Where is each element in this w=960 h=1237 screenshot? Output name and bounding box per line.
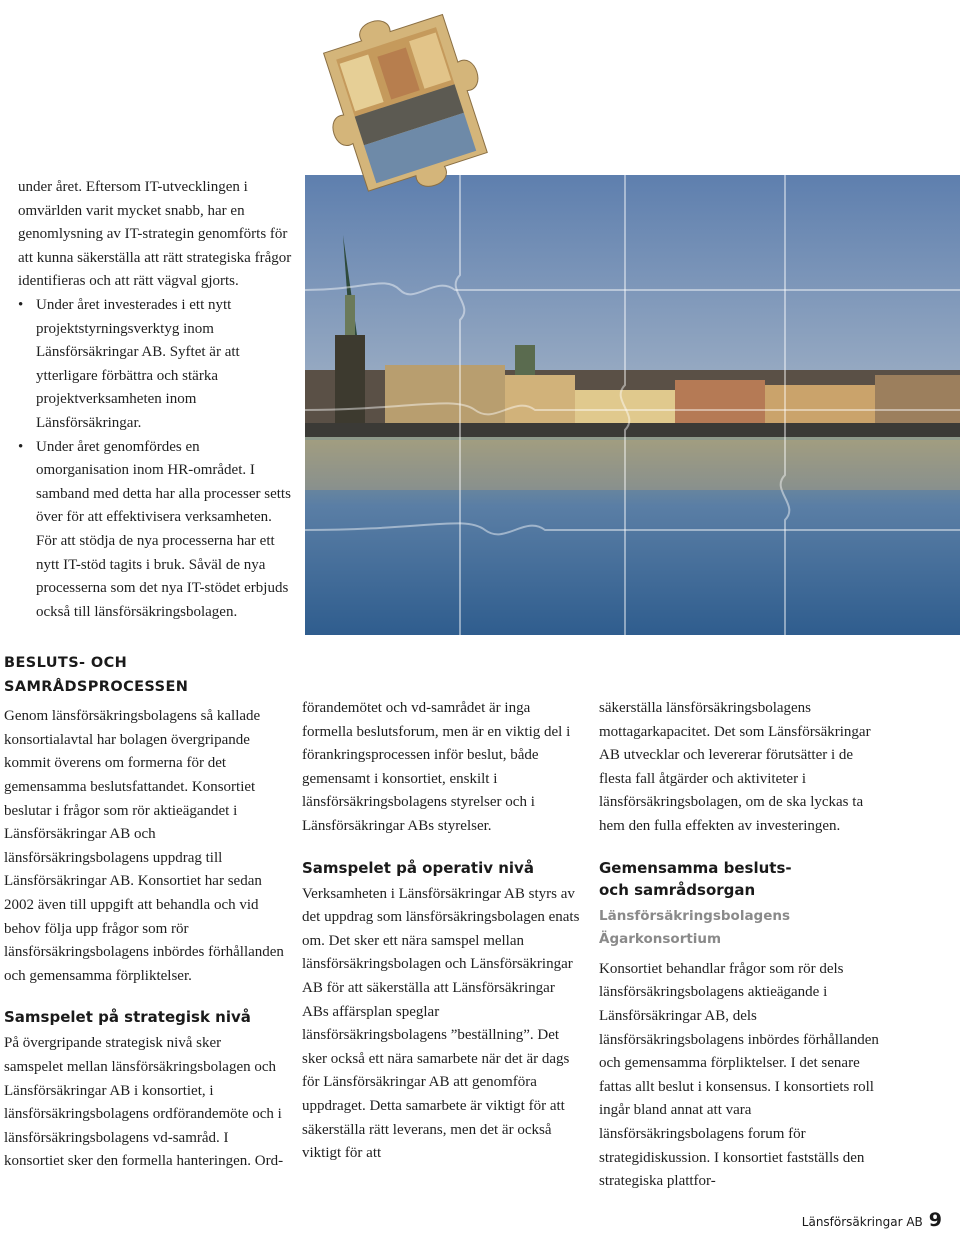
intro-bullet-list (18, 294, 293, 624)
subheading-strategic: Samspelet på strategisk nivå (4, 1008, 251, 1027)
section-heading: BESLUTS- OCH SAMRÅDSPROCESSEN (4, 655, 189, 695)
col2-paragraph-2: Verksamheten i Länsförsäkringar AB styrs av det uppdrag som länsförsäkringsbolagen enats om. Det sker ett nära samspel mellan länsförsäkringsbolagen och Länsförsäkringar AB för att säkerställa att Länsförsäkringar ABs affärsplan speglar länsförsäkringsbolagens ”beställning”. Det sker också ett nära samarbete när det är dags för Länsförsäkringar AB att genomföra uppdraget. Detta samarbete är viktigt för att säkerställa rätt leverans, men det är också viktigt för att (302, 885, 580, 1162)
floating-puzzle-piece (300, 0, 520, 250)
bullet-text: Under året investerades i ett nytt projektstyrningsverktyg inom Länsförsäkringar AB. Syftet är att ytterligare förbättra och stärka projektverksamheten inom Länsförsäkringar. (36, 296, 240, 431)
col3-paragraph-2: Konsortiet behandlar frågor som rör dels länsförsäkringsbolagens aktieägande i Länsförsäkringar AB, dels länsförsäkringsbolagens inbördes förhållanden och gemensamma förpliktelser. I det senare fattas allt beslut i konsensus. I konsortiets roll ingår bland annat att vara länsförsäkringsbolagens forum för strategidiskussion. I konsortiet fastställs den strategiska plattfor- (599, 960, 879, 1190)
subheading-joint-bodies (599, 857, 879, 901)
subheading-line-2: och samrådsorgan (599, 880, 756, 899)
column-3 (599, 697, 879, 1194)
column-1 (4, 650, 284, 1174)
minor-heading-consortium: Länsförsäkringsbolagens Ägarkonsortium (599, 907, 791, 948)
page-footer (802, 1209, 942, 1231)
subheading-operative: Samspelet på operativ nivå (302, 858, 534, 877)
puzzle-piece-illustration (300, 0, 520, 250)
col1-paragraph-1: Genom länsförsäkringsbolagens så kallade konsortialavtal har bolagen övergripande kommit överens om formerna för det gemensamma beslutsfattandet. Konsortiet beslutar i frågor som rör aktieägandet i Länsförsäkringar AB och länsförsäkringsbolagens uppdrag till Länsförsäkringar AB. Konsortiet har sedan 2002 även till uppgift att behandla och vid behov följa upp frågor som rör länsförsäkringsbolagens inbördes förhållanden och gemensamma förpliktelser. (4, 708, 284, 984)
col3-paragraph-1: säkerställa länsförsäkringsbolagens mottagarkapacitet. Det som Länsförsäkringar AB utvecklar och levererar förutsätter i de flesta fall åtgärder och aktiviteter i länsförsäkringsbolagen, om de ska lyckas ta hem den fulla effekten av investeringen. (599, 700, 871, 834)
bullet-icon: • (18, 438, 24, 455)
column-2 (302, 697, 582, 1166)
bullet-item (18, 294, 293, 436)
intro-column (18, 176, 293, 624)
bullet-icon: • (18, 296, 24, 313)
page-number: 9 (928, 1209, 942, 1231)
footer-org-name: Länsförsäkringar AB (801, 1215, 923, 1229)
bullet-text: Under året genomfördes en omorganisation inom HR-området. I samband med detta har alla processer setts över för att effektivisera verksamheten. För att stödja de nya processerna har ett nytt IT-stöd tagits i bruk. Såväl de nya processerna som det nya IT-stödet erbjuds också till länsförsäkringsbolagen. (36, 438, 291, 620)
bullet-item (18, 436, 293, 625)
col2-paragraph-1: förandemötet och vd-samrådet är inga formella beslutsforum, men är en viktig del i förankringsprocessen inför beslut, både gemensamt i konsortiet, enskilt i länsförsäkringsbolagens styrelser och i Länsförsäkringar ABs styrelser. (302, 700, 571, 834)
intro-lead: under året. Eftersom IT-utvecklingen i omvärlden varit mycket snabb, har en genomlysning av IT-strategin genomförts för att kunna säkerställa att rätt strategiska frågor identifieras och att rätt vägval gjorts. (18, 179, 292, 290)
subheading-line-1: Gemensamma besluts- (599, 858, 792, 877)
col1-paragraph-2: På övergripande strategisk nivå sker samspelet mellan länsförsäkringsbolagen och Länsförsäkringar AB i konsortiet, i länsförsäkringsbolagens ordförandemöte och i länsförsäkringsbolagens vd-samråd. I konsortiet sker den formella hanteringen. Ord- (4, 1035, 284, 1170)
